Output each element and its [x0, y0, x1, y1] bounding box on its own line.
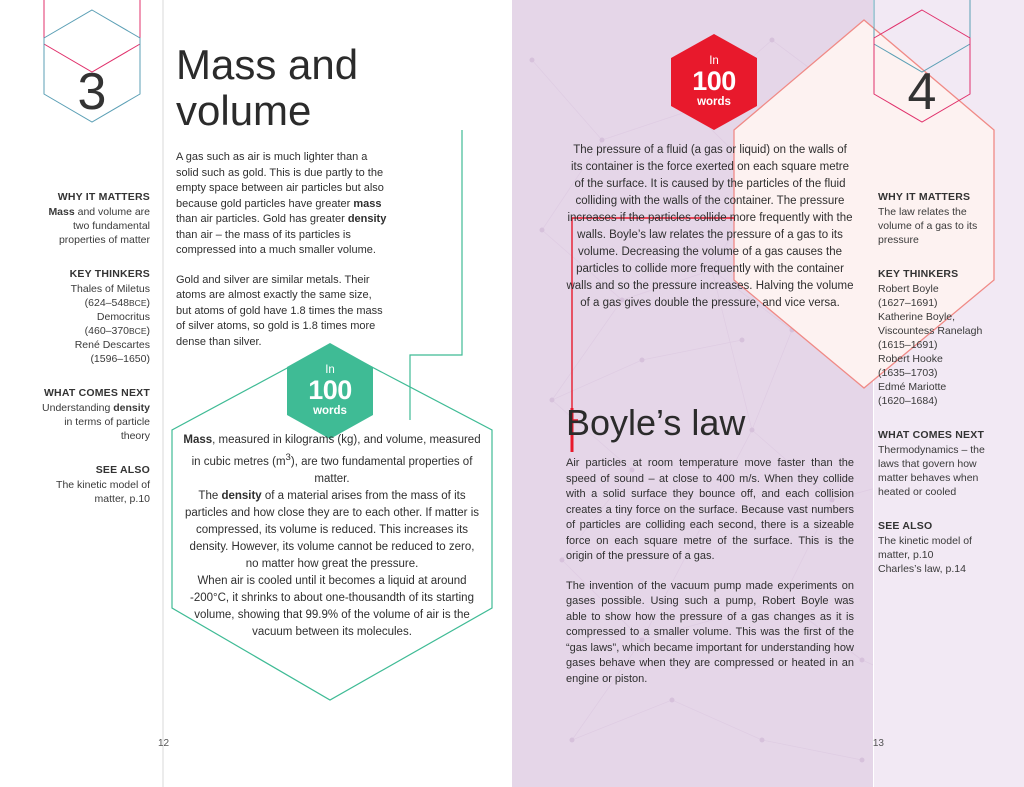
right-page	[512, 0, 1024, 787]
body-paragraph-2-right: The invention of the vacuum pump made experiments on gases possible. Using such a pump, Robert Boyle was able to show how the pressure of a gas changes as it is compressed to a smaller volume. This was the first of the “gas laws”, which became important for understanding how gases behave when they are compressed or heated in an engine or piston.	[566, 579, 854, 685]
page-number-right: 13	[872, 738, 884, 749]
sidebar-heading: KEY THINKERS	[878, 268, 959, 280]
sidebar-block-see-also-right	[878, 519, 1006, 576]
sidebar-body: The law relates the volume of a gas to its pressure	[878, 206, 978, 246]
sidebar-heading: SEE ALSO	[95, 464, 150, 476]
sidebar-block-what-comes-next-right	[878, 428, 1006, 499]
sidebar-heading: WHY IT MATTERS	[878, 191, 971, 203]
body-paragraph-1-right: Air particles at room temperature move faster than the speed of sound – at close to 400 m/s. When they collide with a solid surface they bounce off, and each collision creates a tiny force on the surface. Because vast numbers of particles are colliding each second, there is a sizeable force on each square metre of the surface. This is the origin of the pressure of a gas.	[566, 457, 854, 562]
sidebar-block-see-also-left	[22, 463, 150, 506]
sidebar-heading: KEY THINKERS	[69, 268, 150, 280]
body-text-left	[176, 150, 388, 364]
sidebar-body: Thermodynamics – the laws that govern how matter behaves when heated or cooled	[878, 444, 985, 498]
chapter-number-badge-left	[44, 38, 140, 146]
body-paragraph-1-left: A gas such as air is much lighter than a solid such as gold. This is due partly to the empty space between air particles but also because gold particles have greater mass than air particles. Gold has greater density than air – the mass of its particles is compressed into a much smaller volume.	[176, 151, 387, 256]
sidebar-body: Mass and volume are two fundamental properties of matter	[48, 206, 150, 246]
badge-words-label: words	[697, 96, 731, 108]
badge-in-label: In	[325, 363, 335, 376]
sidebar-body: The kinetic model of matter, p.10 Charles’s law, p.14	[878, 535, 972, 575]
badge-100-label: 100	[692, 66, 736, 96]
sidebar-block-why-it-matters-left	[22, 190, 150, 247]
sidebar-heading: WHAT COMES NEXT	[43, 387, 150, 399]
badge-words-label: words	[313, 405, 347, 417]
sidebar-block-why-it-matters-right	[878, 190, 1006, 247]
in-100-words-badge-left	[287, 343, 373, 439]
page-number-left: 12	[158, 738, 170, 749]
sidebar-body: Thales of Miletus (624–548BCE) Democritus (460–370BCE) René Descartes (1596–1650)	[70, 283, 150, 365]
sidebar-right	[878, 190, 1006, 596]
sidebar-body: The kinetic model of matter, p.10	[56, 479, 150, 505]
sidebar-heading: WHY IT MATTERS	[57, 191, 150, 203]
sidebar-left	[22, 190, 150, 526]
in-100-words-panel-right: The pressure of a fluid (a gas or liquid) on the walls of its container is the force exerted on each square metre of the surface. It is caused by the particles of the fluid colliding with the walls of the container. The pressure increases if the particles collide more frequently with the walls. Boyle’s law relates the pressure of a gas to its volume. Decreasing the volume of a gas causes the particles to collide more frequently with the container walls and so the pressure increases. Halving the volume of a gas gives double the pressure, and vice versa.	[566, 144, 854, 309]
sidebar-block-key-thinkers-right	[878, 267, 1006, 408]
badge-100-label: 100	[308, 375, 352, 405]
page-title-left: Mass and volume	[176, 41, 359, 134]
sidebar-body: Understanding density in terms of particle theory	[42, 402, 150, 442]
sidebar-block-what-comes-next-left	[22, 386, 150, 443]
page-title-right: Boyle’s law	[566, 402, 746, 443]
sidebar-heading: SEE ALSO	[878, 520, 933, 532]
in-100-words-badge-right	[671, 34, 757, 130]
body-paragraph-2-left: Gold and silver are similar metals. Their atoms are almost exactly the same size, but atoms of gold have 1.8 times the mass of silver atoms, so gold is 1.8 times more dense than silver.	[176, 273, 383, 348]
badge-in-label: In	[709, 54, 719, 67]
body-text-right	[566, 456, 854, 701]
chapter-number-right: 4	[907, 63, 937, 121]
chapter-number-badge-right	[874, 38, 970, 146]
sidebar-heading: WHAT COMES NEXT	[878, 429, 985, 441]
sidebar-block-key-thinkers-left	[22, 267, 150, 366]
chapter-number-left: 3	[77, 63, 107, 121]
sidebar-body: Robert Boyle (1627–1691) Katherine Boyle, Viscountess Ranelagh (1615–1691) Robert Hooke (1635–1703) Edmé Mariotte (1620–1684)	[878, 283, 983, 407]
in-100-words-panel-left: Mass, measured in kilograms (kg), and volume, measured in cubic metres $(m^3)$, are two fundamental properties of matter. The density of a material arises from the mass of its particles and how close they are to each other. If matter is compressed, its volume is reduced. This increases its density. However, its volume cannot be reduced to zero, no matter how great the pressure. When air is cooled until it becomes a liquid at around -200°C, it shrinks to about one-thousandth of its starting volume, showing that 99.9% of the volume of air is the vacuum between its molecules.	[183, 434, 481, 638]
